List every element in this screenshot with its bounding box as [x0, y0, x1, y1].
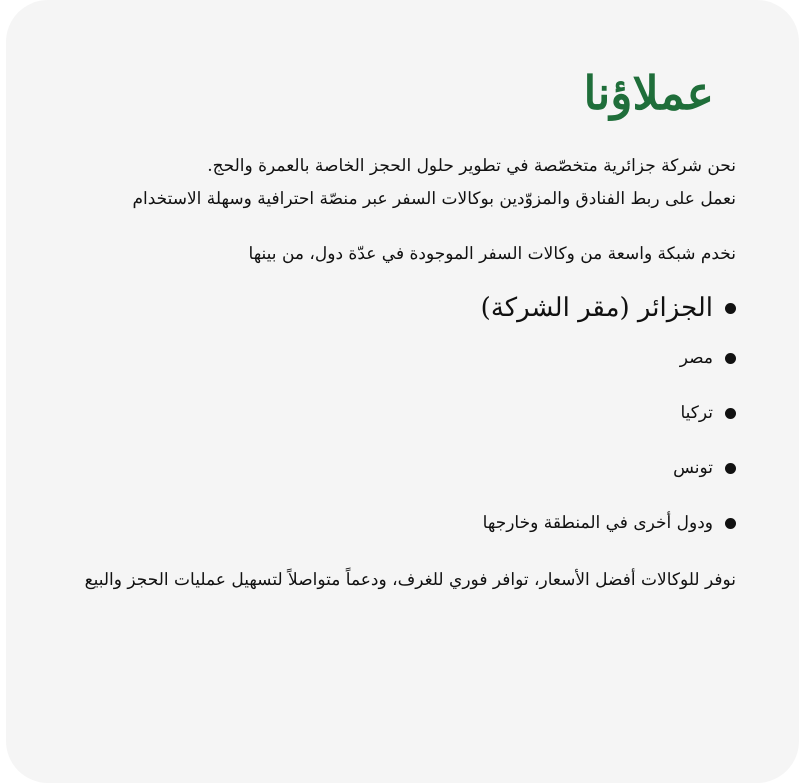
content-card	[6, 0, 799, 783]
country-label: مصر	[679, 348, 713, 368]
section-title: عملاؤنا	[583, 66, 714, 120]
country-label: تركيا	[680, 403, 713, 423]
intro-line-2: نعمل على ربط الفنادق والمزوّدين بوكالات السفر عبر منصّة احترافية وسهلة الاستخدام	[132, 189, 736, 209]
country-label: الجزائر (مقر الشركة)	[480, 293, 713, 323]
bullet-icon	[725, 408, 736, 419]
list-item	[46, 398, 736, 428]
bullet-icon	[725, 303, 736, 314]
country-label: تونس	[673, 458, 713, 478]
list-item	[46, 343, 736, 373]
list-item	[46, 453, 736, 483]
country-label: ودول أخرى في المنطقة وخارجها	[482, 513, 713, 533]
list-item	[46, 293, 736, 323]
countries-list	[46, 293, 736, 538]
intro-line-1: نحن شركة جزائرية متخصّصة في تطوير حلول الحجز الخاصة بالعمرة والحج.	[207, 156, 736, 176]
bullet-icon	[725, 463, 736, 474]
bullet-icon	[725, 518, 736, 529]
bullet-icon	[725, 353, 736, 364]
list-item	[46, 508, 736, 538]
clients-section	[46, 58, 736, 597]
offer-text: نوفر للوكالات أفضل الأسعار، توافر فوري للغرف، ودعماً متواصلاً لتسهيل عمليات الحجز والبيع	[84, 570, 736, 590]
network-text: نخدم شبكة واسعة من وكالات السفر الموجودة في عدّة دول، من بينها	[248, 244, 736, 264]
